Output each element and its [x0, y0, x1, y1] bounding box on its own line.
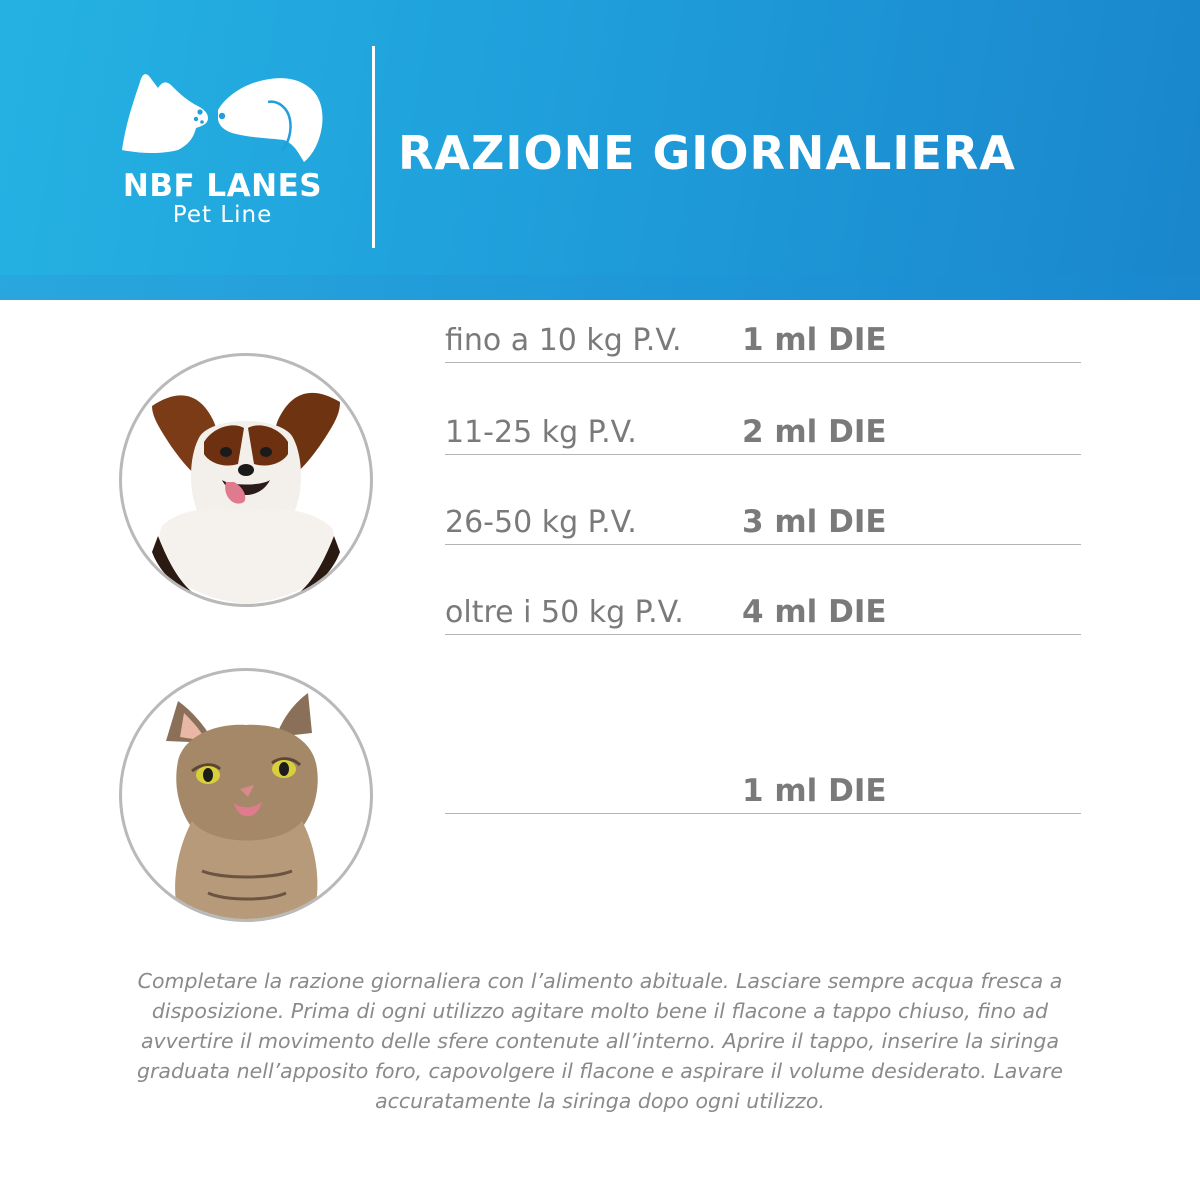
cat-photo-icon — [122, 671, 370, 919]
dose-amount: 2 ml DIE — [742, 414, 887, 450]
dose-row-dog-1 — [445, 322, 1081, 363]
brand-name: NBF LANES — [122, 168, 323, 204]
brand-subtitle: Pet Line — [172, 202, 273, 228]
dose-weight: oltre i 50 kg P.V. — [445, 595, 684, 630]
dose-weight: 11-25 kg P.V. — [445, 415, 637, 450]
usage-instructions: Completare la razione giornaliera con l’alimento abituale. Lasciare sempre acqua fresca a disposizione. Prima di ogni utilizzo agitare molto bene il flacone a tappo chiuso, fino ad avvertire il movimento delle sfere contenute all’interno. Aprire il tappo, inserire la siringa graduata nell’apposito foro, capovolgere il flacone e aspirare il volume desiderato. Lavare accuratamente la siringa dopo ogni utilizzo. — [136, 969, 1064, 1113]
page-title: RAZIONE GIORNALIERA — [398, 126, 1016, 180]
dose-amount: 3 ml DIE — [742, 504, 887, 540]
cat-avatar — [119, 668, 373, 922]
header-divider — [372, 46, 375, 248]
dose-row-dog-3 — [445, 504, 1081, 545]
dose-row-dog-4 — [445, 594, 1081, 635]
cat-dog-logo-icon — [118, 62, 328, 172]
dose-amount: 1 ml DIE — [742, 773, 887, 809]
header-strip — [0, 275, 1200, 300]
dose-row-cat — [445, 773, 1081, 814]
dog-avatar — [119, 353, 373, 607]
dose-amount: 1 ml DIE — [742, 322, 887, 358]
dose-weight: fino a 10 kg P.V. — [445, 323, 682, 358]
dose-weight: 26-50 kg P.V. — [445, 505, 637, 540]
dose-row-dog-2 — [445, 414, 1081, 455]
dose-amount: 4 ml DIE — [742, 594, 887, 630]
dog-photo-icon — [122, 356, 370, 604]
